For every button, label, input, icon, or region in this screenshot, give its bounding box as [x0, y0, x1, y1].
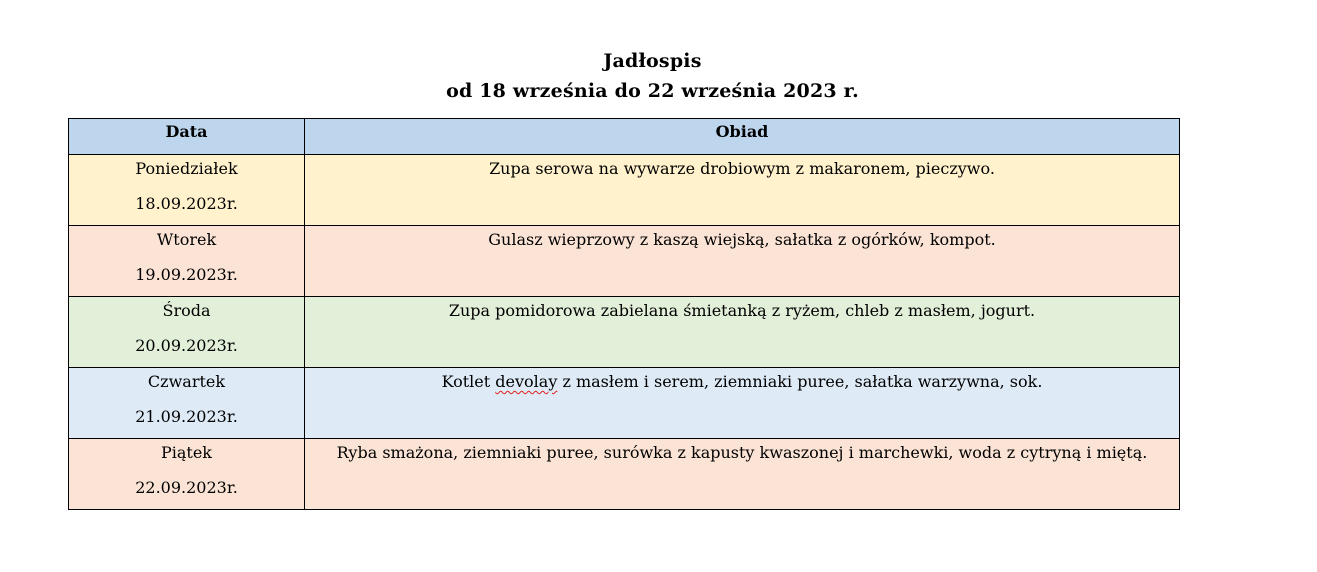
- date-cell: [69, 368, 305, 439]
- meal-text: [305, 368, 1179, 395]
- date-cell: [69, 297, 305, 368]
- day-date: 20.09.2023r.: [135, 336, 238, 355]
- table-row-friday: [69, 439, 1180, 510]
- meal-text: Gulasz wieprzowy z kaszą wiejską, sałatka z ogórków, kompot.: [488, 230, 996, 249]
- table-row-monday: [69, 155, 1180, 226]
- day-name: Środa: [162, 301, 211, 320]
- title-line-2: od 18 września do 22 września 2023 r.: [446, 80, 859, 102]
- day-date: 22.09.2023r.: [135, 478, 238, 497]
- meal-text: Zupa pomidorowa zabielana śmietanką z ryżem, chleb z masłem, jogurt.: [448, 301, 1036, 320]
- meal-cell: [305, 155, 1180, 226]
- day-date: 18.09.2023r.: [135, 194, 238, 213]
- day-name: Poniedziałek: [135, 159, 238, 178]
- meal-cell: [305, 368, 1180, 439]
- table-row-wednesday: [69, 297, 1180, 368]
- meal-cell: [305, 297, 1180, 368]
- meal-text: Ryba smażona, ziemniaki puree, surówka z kapusty kwaszonej i marchewki, woda z cytryną i miętą.: [336, 443, 1148, 462]
- meal-cell: [305, 439, 1180, 510]
- day-date: 21.09.2023r.: [135, 407, 238, 426]
- title-line-1: Jadłospis: [603, 50, 702, 72]
- table-header-row: [69, 119, 1180, 155]
- day-date: 19.09.2023r.: [135, 265, 238, 284]
- meal-text-end: z masłem i serem, ziemniaki puree, sałatka warzywna, sok.: [557, 372, 1043, 391]
- menu-table: [68, 118, 1180, 510]
- date-cell: [69, 226, 305, 297]
- table-row-tuesday: [69, 226, 1180, 297]
- table-row-thursday: [69, 368, 1180, 439]
- header-meal: Obiad: [305, 119, 1180, 155]
- header-date: Data: [69, 119, 305, 155]
- document-title: [0, 46, 1305, 106]
- spellcheck-flagged-word[interactable]: devolay: [495, 372, 558, 391]
- meal-text: Zupa serowa na wywarze drobiowym z makaronem, pieczywo.: [489, 159, 995, 178]
- meal-text-start: Kotlet: [441, 372, 496, 391]
- date-cell: [69, 155, 305, 226]
- day-name: Wtorek: [156, 230, 217, 249]
- meal-cell: [305, 226, 1180, 297]
- day-name: Piątek: [160, 443, 212, 462]
- day-name: Czwartek: [147, 372, 226, 391]
- date-cell: [69, 439, 305, 510]
